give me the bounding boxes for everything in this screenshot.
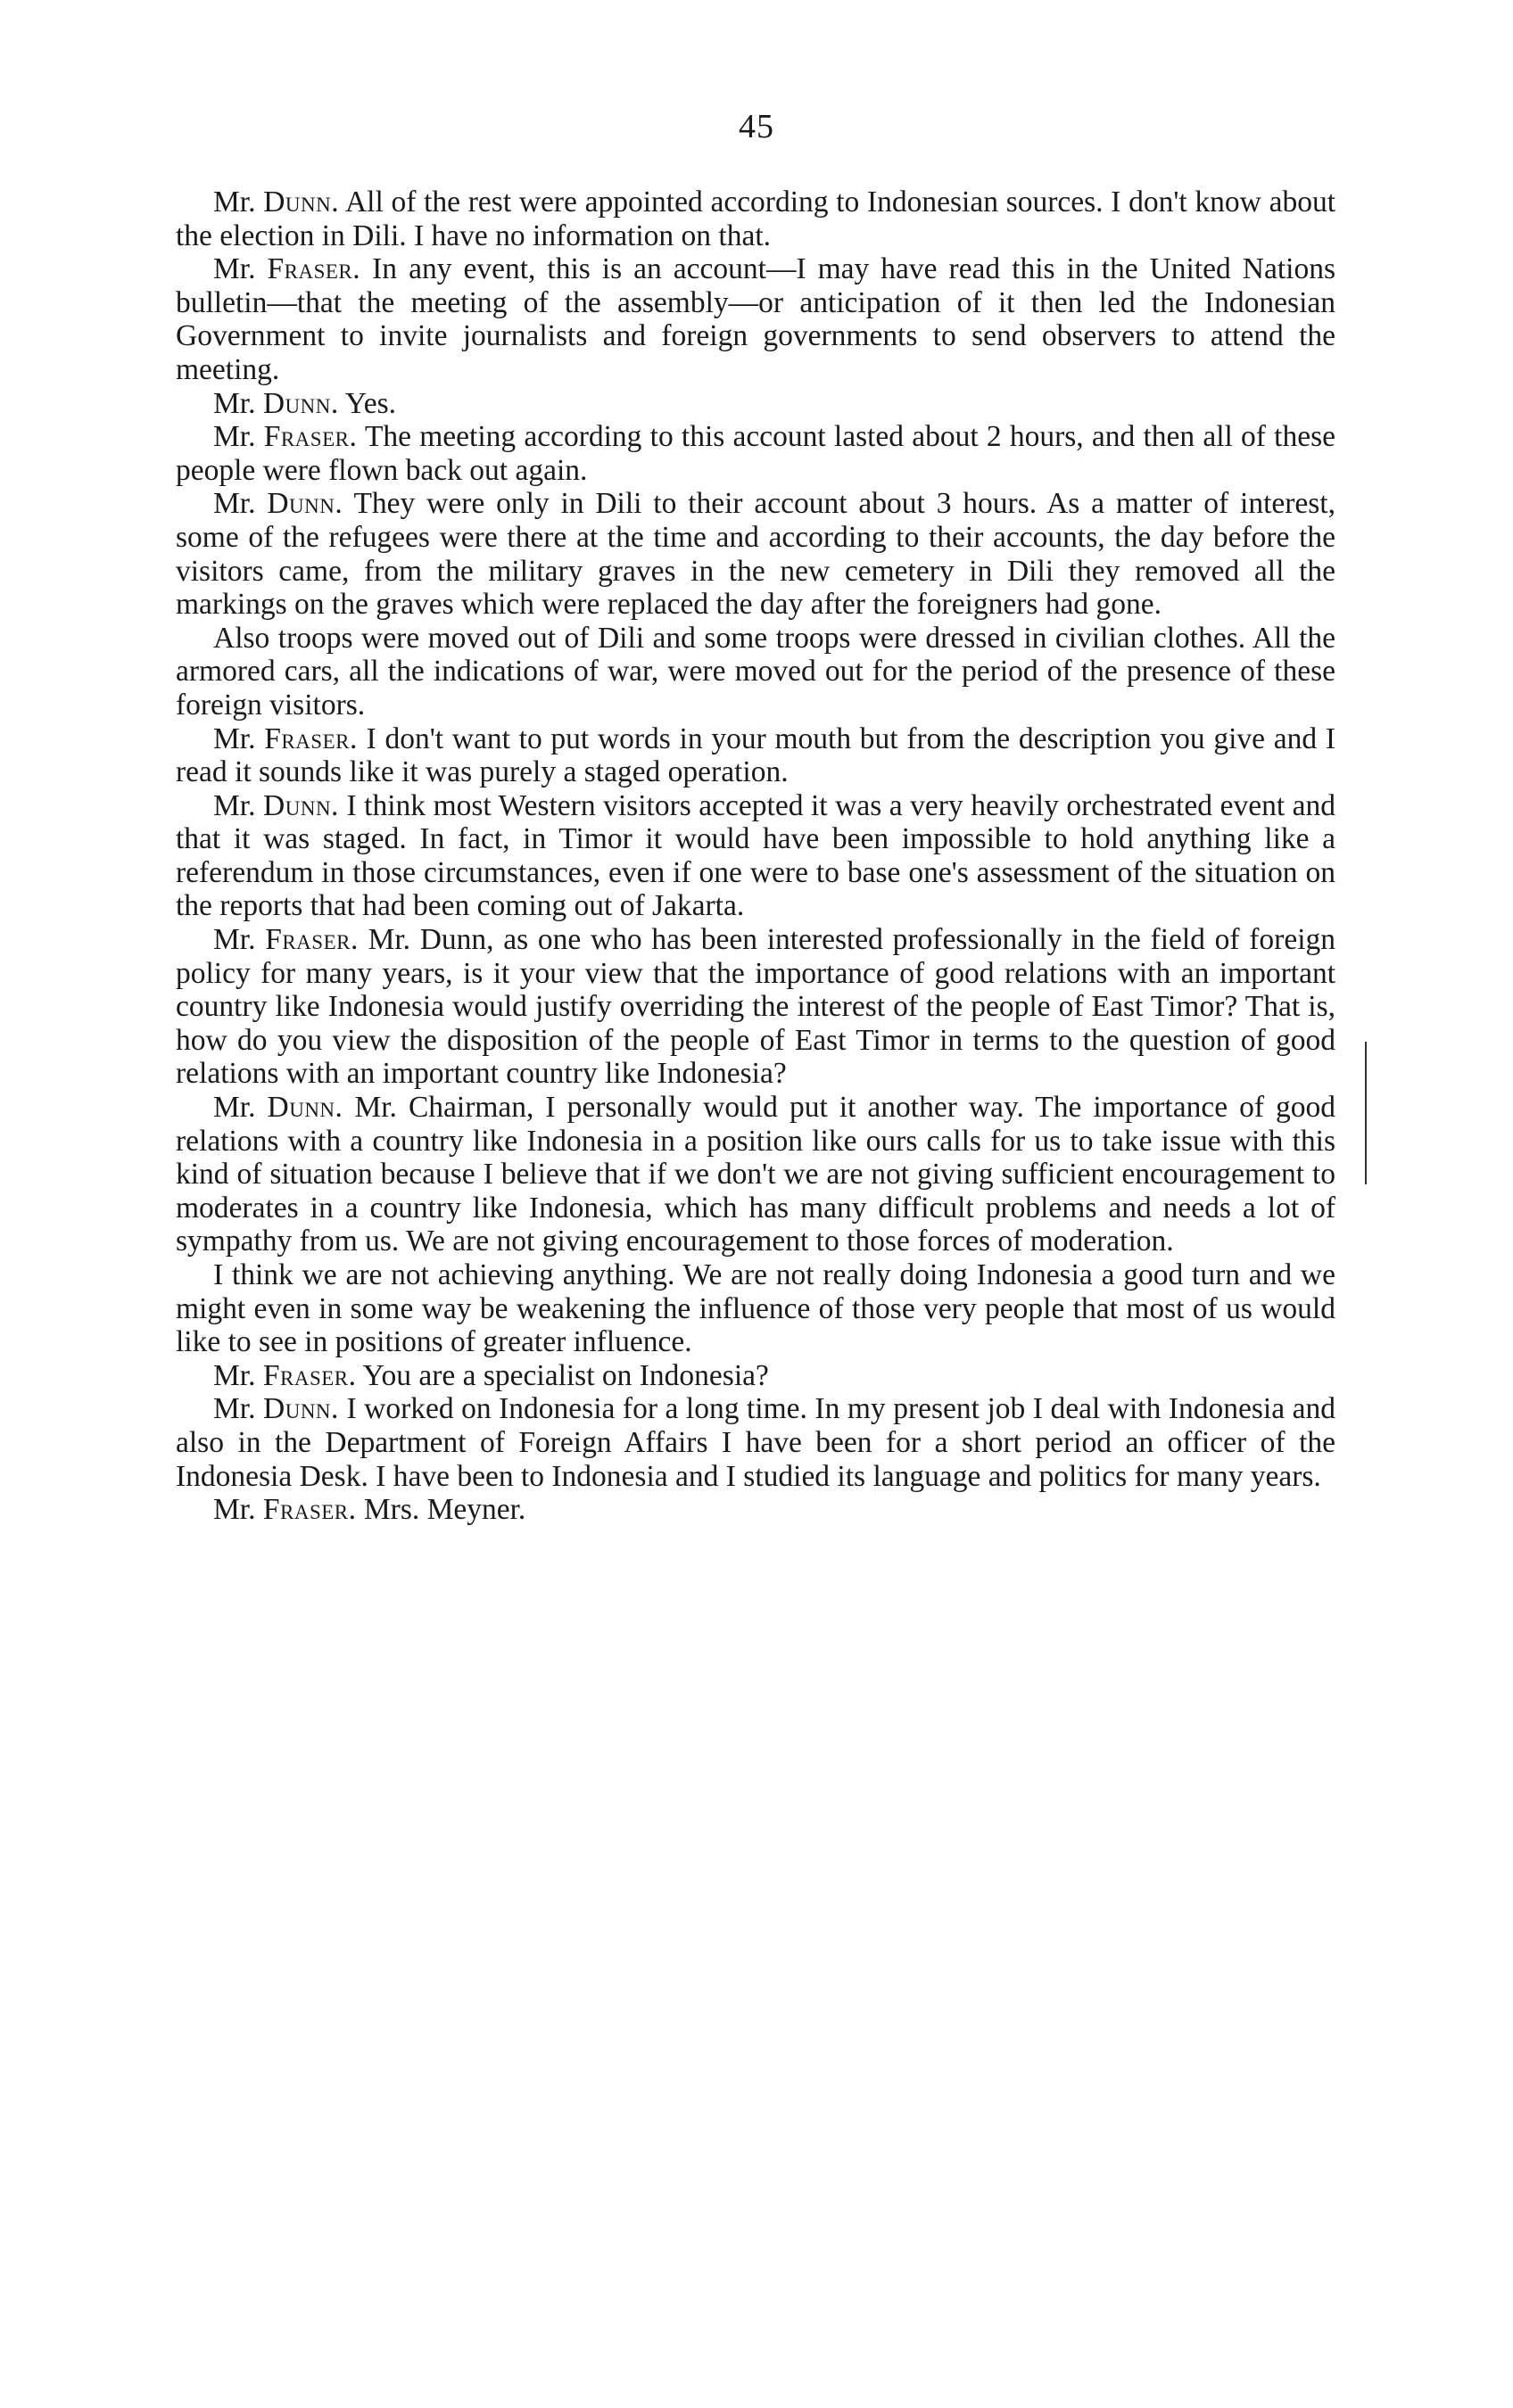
page-number: 45 (739, 108, 774, 145)
paragraph-text: Mrs. Meyner. (363, 1493, 526, 1527)
paragraph-text: All of the rest were appointed according to Indonesian sources. I don't know about the election in Dili. I have no information on that. (176, 186, 1336, 252)
paragraph: Mr. Fraser. In any event, this is an account—I may have read this in the United Nations bulletin—that the meeting of the assembly—or anticipation of it then led the Indonesian Government to invite journalists and foreign governments to send observers to attend the meeting. (176, 252, 1336, 386)
paragraph-text: They were only in Dili to their account about 3 hours. As a matter of interest, some of the refugees were there at the time and according to their accounts, the day before the visitors came, from the military graves in the new cemetery in Dili they removed all the markings on the graves which were replaced the day after the foreigners had gone. (176, 487, 1335, 622)
speaker-name: Dunn. (263, 186, 340, 219)
paragraph (176, 1258, 1335, 1359)
paragraph: Mr. Fraser. I don't want to put words in your mouth but from the description you give and I read it sounds like it was purely a staged operation. (176, 722, 1336, 789)
paragraph: Mr. Fraser. You are a specialist on Indonesia? (213, 1358, 769, 1392)
paragraph (176, 622, 1335, 722)
speaker-name: Fraser. (262, 1493, 357, 1527)
margin-annotation-line (1365, 1042, 1367, 1184)
paragraph-text: I think we are not achieving anything. We are not really doing Indonesia a good turn and we might even in some way be weakening the influence of those very people that most of us would like to see in positions of greater influence. (176, 1258, 1335, 1359)
speaker-name: Dunn. (263, 788, 339, 822)
speaker-name: Dunn. (267, 1091, 343, 1125)
speaker-name: Fraser. (264, 722, 358, 755)
paragraph-text: I worked on Indonesia for a long time. In my present job I deal with Indonesia and also in the Department of Foreign Affairs I have been for a short period an officer of the Indonesia Desk. I have been to Indonesia and I studied its language and politics for many years. (176, 1392, 1336, 1493)
paragraph-text: Also troops were moved out of Dili and some troops were dressed in civilian clothes. All the armored cars, all the indications of war, were moved out for the period of the presence of these foreign visitors. (176, 621, 1335, 722)
speaker-name: Fraser. (262, 1358, 357, 1392)
speaker-name: Dunn. (267, 487, 343, 521)
hearing-transcript (176, 186, 1335, 1527)
paragraph-text: The meeting according to this account lasted about 2 hours, and then all of these people were flown back out again. (176, 420, 1335, 487)
paragraph-text: Yes. (344, 386, 397, 420)
paragraph: Mr. Dunn. All of the rest were appointed according to Indonesian sources. I don't know about the election in Dili. I have no information on that. (176, 186, 1336, 252)
paragraph-text: Mr. Chairman, I personally would put it another way. The importance of good relations with a country like Indonesia in a position like ours calls for us to take issue with this kind of situation because I believe that if we don't we are not giving sufficient encouragement to moderates in a country like Indonesia, which has many difficult problems and needs a lot of sympathy from us. We are not giving encouragement to those forces of moderation. (176, 1091, 1336, 1258)
speaker-name: Fraser. (265, 923, 359, 957)
paragraph: Mr. Dunn. Mr. Chairman, I personally would put it another way. The importance of good relations with a country like Indonesia in a position like ours calls for us to take issue with this kind of situation because I believe that if we don't we are not giving sufficient encouragement to moderates in a country like Indonesia, which has many difficult problems and needs a lot of sympathy from us. We are not giving encouragement to those forces of moderation. (176, 1091, 1336, 1258)
paragraph-text: Mr. Dunn, as one who has been interested professionally in the field of foreign policy for many years, is it your view that the importance of good relations with an important country like Indonesia would justify overriding the interest of the people of East Timor? That is, how do you view the disposition of the people of East Timor in terms to the question of good relations with an important country like Indonesia? (176, 923, 1336, 1091)
speaker-name: Dunn. (263, 1392, 339, 1426)
speaker-name: Fraser. (263, 420, 358, 454)
paragraph: Mr. Dunn. I worked on Indonesia for a long time. In my present job I deal with Indonesia and also in the Department of Foreign Affairs I have been for a short period an officer of the Indonesia Desk. I have been to Indonesia and I studied its language and politics for many years. (176, 1392, 1336, 1493)
paragraph-text: I don't want to put words in your mouth but from the description you give and I read it sounds like it was purely a staged operation. (176, 722, 1336, 789)
paragraph: Mr. Fraser. The meeting according to this account lasted about 2 hours, and then all of these people were flown back out again. (176, 420, 1335, 487)
paragraph-text: I think most Western visitors accepted it was a very heavily orchestrated event and that it was staged. In fact, in Timor it would have been impossible to hold anything like a referendum in those circumstances, even if one were to base one's assessment of the situation on the reports that had been coming out of Jakarta. (176, 788, 1336, 923)
paragraph: Mr. Dunn. Yes. (213, 386, 397, 420)
paragraph: Mr. Fraser. Mrs. Meyner. (213, 1493, 526, 1527)
paragraph: Mr. Dunn. I think most Western visitors accepted it was a very heavily orchestrated event and that it was staged. In fact, in Timor it would have been impossible to hold anything like a referendum in those circumstances, even if one were to base one's assessment of the situation on the reports that had been coming out of Jakarta. (176, 788, 1336, 923)
paragraph-text: In any event, this is an account—I may have read this in the United Nations bulletin—that the meeting of the assembly—or anticipation of it then led the Indonesian Government to invite journalists and foreign governments to send observers to attend the meeting. (176, 252, 1336, 386)
paragraph-text: You are a specialist on Indonesia? (362, 1358, 769, 1392)
speaker-name: Fraser. (267, 252, 361, 286)
paragraph: Mr. Dunn. They were only in Dili to their account about 3 hours. As a matter of interest, some of the refugees were there at the time and according to their accounts, the day before the visitors came, from the military graves in the new cemetery in Dili they removed all the markings on the graves which were replaced the day after the foreigners had gone. (176, 487, 1335, 622)
paragraph: Mr. Fraser. Mr. Dunn, as one who has been interested professionally in the field of foreign policy for many years, is it your view that the importance of good relations with an important country like Indonesia would justify overriding the interest of the people of East Timor? That is, how do you view the disposition of the people of East Timor in terms to the question of good relations with an important country like Indonesia? (176, 923, 1336, 1091)
speaker-name: Dunn. (262, 386, 339, 420)
